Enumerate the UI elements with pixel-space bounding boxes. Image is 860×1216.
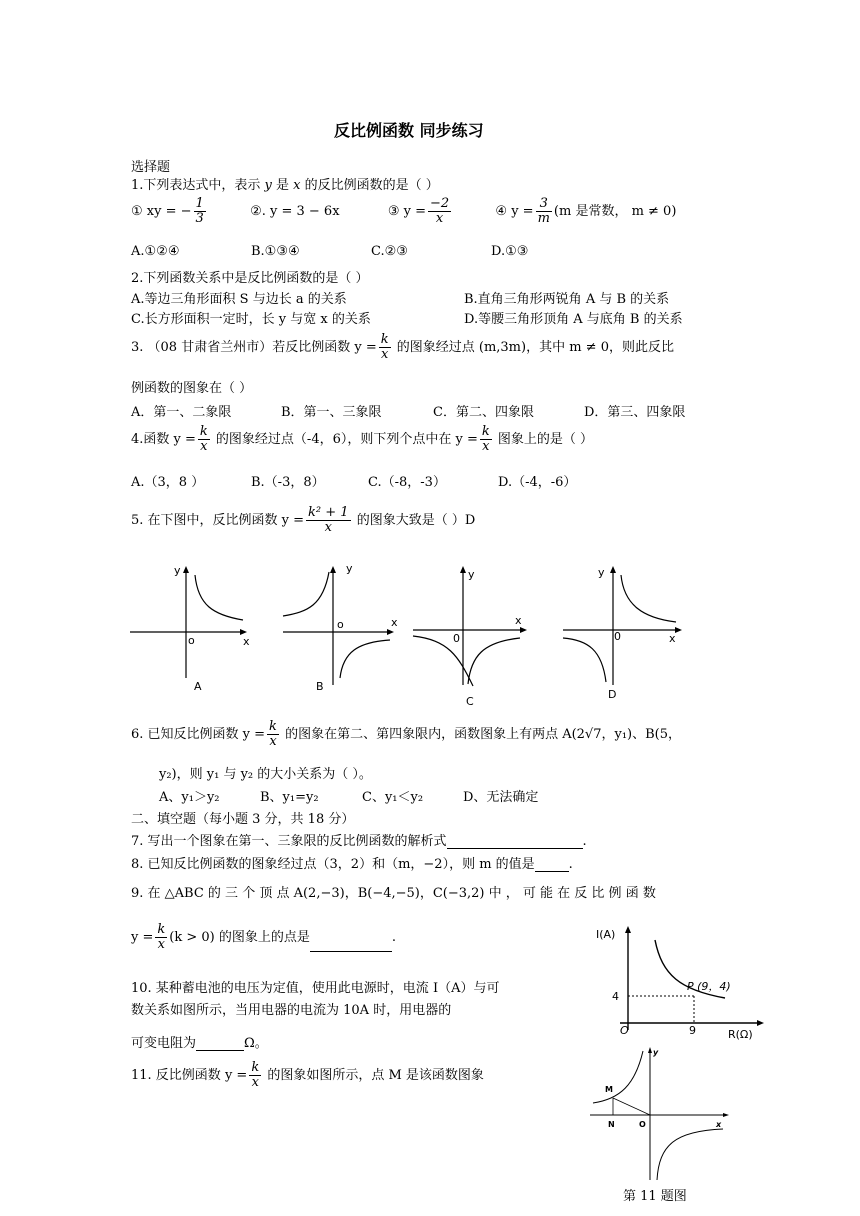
question-6-choice-d: D、无法确定 xyxy=(463,790,539,805)
graph-c-x-label: x xyxy=(515,614,522,627)
graph-c-y-label: y xyxy=(468,568,475,581)
graph-d-y-label: y xyxy=(598,566,605,579)
question-1-choice-c: C.②③ xyxy=(371,244,408,259)
question-4-choice-b: B.（-3，8） xyxy=(251,475,325,490)
question-1-options xyxy=(131,197,676,226)
graph-a xyxy=(130,570,243,678)
graph-a-y-label: y xyxy=(174,564,181,577)
question-2-choice-d: D.等腰三角形顶角 A 与底角 B 的关系 xyxy=(464,312,683,327)
graph-11-point-n: N xyxy=(608,1120,615,1129)
question-7: 7. 写出一个图象在第一、三象限的反比例函数的解析式 . xyxy=(131,834,587,849)
question-10-line-1: 10. 某种蓄电池的电压为定值，使用此电源时，电流 I（A）与可 xyxy=(131,981,500,996)
question-8: 8. 已知反比例函数的图象经过点（3，2）和（m，−2），则 m 的值是 . xyxy=(131,857,573,872)
question-2-choice-b: B.直角三角形两锐角 A 与 B 的关系 xyxy=(464,292,670,307)
question-9-line-2: y = $\frac{k}{x}$ (k > 0) 的图象上的点是 . xyxy=(131,922,396,952)
question-11: 11. 反比例函数 y = $\frac{k}{x}$ 的图象如图所示，点 M 是该函数图象 xyxy=(131,1060,484,1090)
question-6-line-1: 6. 已知反比例函数 y = $\frac{k}{x}$ 的图象在第二、第四象限内，函数图象上有两点 A(2√7，y₁)、B(5， xyxy=(131,719,682,749)
question-2-choice-c: C.长方形面积一定时，长 y 与宽 x 的关系 xyxy=(131,312,371,327)
question-1-choice-d: D.①③ xyxy=(491,244,529,259)
question-11-caption: 第 11 题图 xyxy=(623,1189,687,1204)
question-3-line-2: 例函数的图象在（ ） xyxy=(131,381,253,396)
option-1: ① xy = − $\frac{1}{3}$ xyxy=(131,196,204,226)
question-2-stem: 2.下列函数关系中是反比例函数的是（ ） xyxy=(131,271,369,286)
question-1-choice-b: B.①③④ xyxy=(251,244,300,259)
graph-10-tick-y: 4 xyxy=(612,990,619,1003)
graph-d-letter: D xyxy=(608,688,617,701)
option-4: ④ y = $\frac{3}{m}$ (m 是常数， m ≠ 0) xyxy=(495,196,677,226)
question-6-line-2: y₂)，则 y₁ 与 y₂ 的大小关系为（ ）。 xyxy=(159,767,372,782)
graph-b-x-label: x xyxy=(391,616,398,629)
question-4-choice-d: D.（-4，-6） xyxy=(498,475,577,490)
graph-b-origin: o xyxy=(337,618,344,631)
question-3-choice-c: C．第二、四象限 xyxy=(433,405,534,420)
question-6-choice-c: C、y₁＜y₂ xyxy=(362,790,424,805)
graph-b-y-label: y xyxy=(346,562,353,575)
question-10-line-2: 数关系如图所示，当用电器的电流为 10A 时，用电器的 xyxy=(131,1003,452,1018)
question-9-line-1: 9. 在 △ABC 的 三 个 顶 点 A(2,−3)，B(−4,−5)，C(−3,2) 中 ， 可 能 在 反 比 例 函 数 xyxy=(131,886,656,901)
question-4-choice-a: A.（3，8 ） xyxy=(131,475,205,490)
question-4-stem: 4.函数 y = $\frac{k}{x}$ 的图象经过点（-4，6），则下列个点中在 y = $\frac{k}{x}$ 图象上的是（ ） xyxy=(131,424,594,454)
question-3-line-1: 3. （08 甘肃省兰州市）若反比例函数 y = $\frac{k}{x}$ 的图象经过点 (m,3m)，其中 m ≠ 0，则此反比 xyxy=(131,332,674,362)
graph-d-origin: 0 xyxy=(614,630,621,643)
question-10-graph xyxy=(590,920,775,1044)
graph-c-origin: 0 xyxy=(453,632,460,645)
graph-11-x-label: x xyxy=(716,1120,722,1129)
question-4-choice-c: C.（-8，-3） xyxy=(368,475,446,490)
graph-11-origin: O xyxy=(639,1120,646,1129)
graph-10-y-label: I(A) xyxy=(596,928,616,941)
graph-c xyxy=(413,570,523,686)
option-3: ③ y = $\frac{-2}{x}$ xyxy=(387,196,450,226)
graph-a-letter: A xyxy=(194,680,202,693)
graph-10-origin: O xyxy=(620,1024,629,1037)
graph-10-point-label: P (9，4) xyxy=(687,980,731,993)
page-title: 反比例函数 同步练习 xyxy=(334,121,484,140)
question-2-choice-a: A.等边三角形面积 S 与边长 a 的关系 xyxy=(131,292,347,307)
graph-11-y-label: y xyxy=(653,1048,659,1057)
question-5-graphs xyxy=(128,560,688,710)
answer-blank-10[interactable] xyxy=(196,1050,244,1051)
question-1-choice-a: A.①②④ xyxy=(131,244,180,259)
graph-d xyxy=(563,570,678,685)
answer-blank-7[interactable] xyxy=(447,848,583,849)
graph-a-x-label: x xyxy=(243,635,250,648)
section-heading-2: 二、填空题（每小题 3 分，共 18 分） xyxy=(131,812,355,827)
question-1-stem: 1.下列表达式中，表示 y 是 x 的反比例函数的是（ ） xyxy=(131,178,439,193)
question-5-stem: 5. 在下图中，反比例函数 y = $\frac{\text{k² + 1}}{x}$ 的图象大致是（ ）D xyxy=(131,505,476,535)
graph-c-letter: C xyxy=(466,695,474,708)
section-heading: 选择题 xyxy=(131,160,171,175)
answer-blank-9[interactable] xyxy=(310,951,392,952)
question-3-choice-b: B．第一、三象限 xyxy=(281,405,382,420)
question-6-choice-a: A、y₁＞y₂ xyxy=(159,790,220,805)
graph-10-tick-x: 9 xyxy=(689,1024,696,1037)
question-11-graph xyxy=(585,1045,735,1185)
answer-blank-8[interactable] xyxy=(535,871,569,872)
graph-11-point-m: M xyxy=(605,1085,613,1094)
graph-a-origin: o xyxy=(188,634,195,647)
graph-d-x-label: x xyxy=(669,632,676,645)
option-2: ②. y = 3 − 6x xyxy=(250,204,340,219)
question-3-choice-a: A．第一、二象限 xyxy=(131,405,232,420)
question-6-choice-b: B、y₁=y₂ xyxy=(260,790,319,805)
question-10-line-3: 可变电阻为 Ω。 xyxy=(131,1036,268,1051)
graph-10-x-label: R(Ω) xyxy=(728,1028,753,1041)
question-3-choice-d: D．第三、四象限 xyxy=(584,405,686,420)
graph-b-letter: B xyxy=(316,680,324,693)
